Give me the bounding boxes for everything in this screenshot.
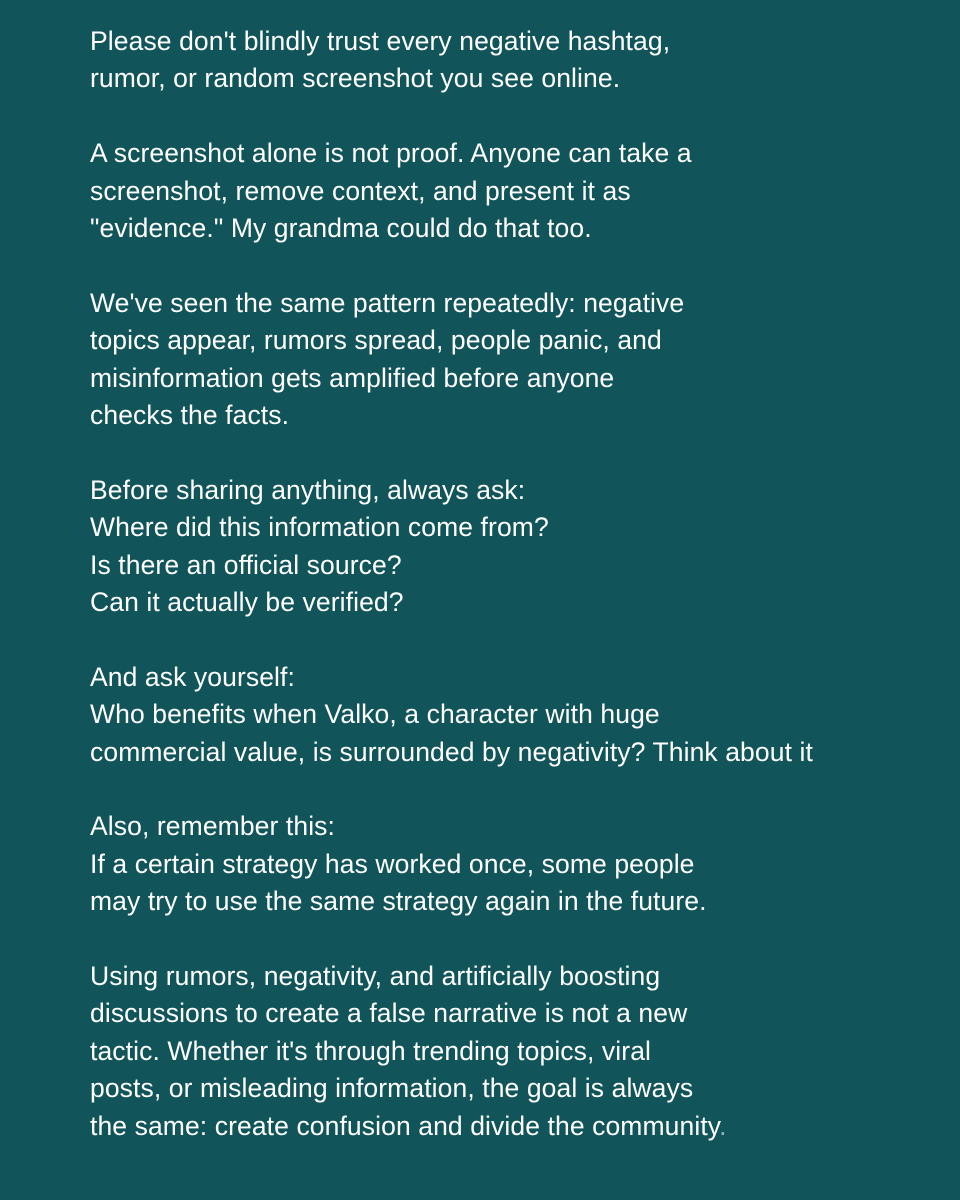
paragraph-questions <box>90 472 930 622</box>
final-line-text: the same: create confusion and divide the community <box>90 1110 720 1141</box>
text-line: may try to use the same strategy again in the future. <box>90 886 707 917</box>
text-line: Can it actually be verified? <box>90 587 404 618</box>
paragraph-screenshot-proof <box>90 135 930 247</box>
text-line: Please don't blindly trust every negative hashtag, <box>90 26 671 56</box>
paragraph-pattern <box>90 285 930 435</box>
post-text <box>90 23 930 1145</box>
text-line: Before sharing anything, always ask: <box>90 474 526 505</box>
text-line: Who benefits when Valko, a character with huge <box>90 699 660 730</box>
text-line: Using rumors, negativity, and artificially boosting <box>90 961 661 992</box>
text-line: We've seen the same pattern repeatedly: negative <box>90 287 685 318</box>
text-line: "evidence." My grandma could do that too. <box>90 213 592 244</box>
text-line: And ask yourself: <box>90 661 295 692</box>
text-line: Is there an official source? <box>90 549 402 580</box>
text-line: Where did this information come from? <box>90 512 549 543</box>
text-line: A screenshot alone is not proof. Anyone can take a <box>90 138 692 169</box>
paragraph-strategy <box>90 808 930 920</box>
text-line: commercial value, is surrounded by negativity? Think about it <box>90 736 813 767</box>
trailing-period: . <box>719 1110 727 1141</box>
paragraph-false-narrative <box>90 958 930 1145</box>
text-line: posts, or misleading information, the goal is always <box>90 1073 694 1104</box>
text-line: discussions to create a false narrative is not a new <box>90 998 688 1029</box>
text-line: misinformation gets amplified before anyone <box>90 362 615 393</box>
text-line: topics appear, rumors spread, people panic, and <box>90 325 662 356</box>
text-line: tactic. Whether it's through trending topics, viral <box>90 1035 652 1066</box>
text-line: Also, remember this: <box>90 811 335 842</box>
paragraph-screenshots-warning <box>90 23 930 98</box>
paragraph-benefits <box>90 659 930 771</box>
text-line: rumor, or random screenshot you see online. <box>90 63 621 94</box>
text-line: If a certain strategy has worked once, some people <box>90 848 695 879</box>
text-line: screenshot, remove context, and present it as <box>90 175 631 206</box>
text-line-final <box>90 1108 930 1145</box>
text-line: checks the facts. <box>90 400 290 431</box>
